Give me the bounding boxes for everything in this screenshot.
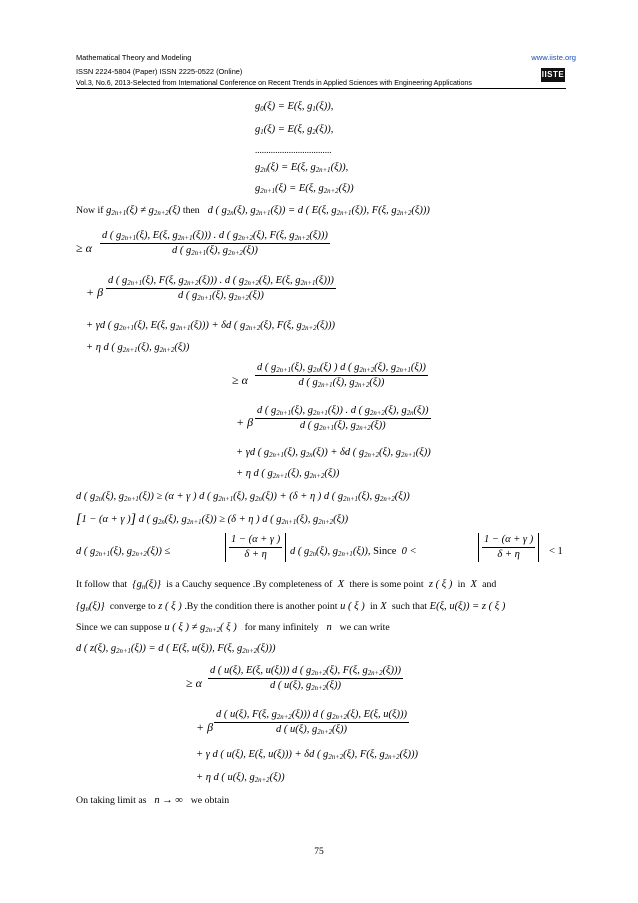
inequality-line-3-mid: d ( $g_{2n}(\xi)$, $g_{2n+1}(\xi)$), Since 0 <	[290, 546, 417, 558]
gamma-delta-line-2: + γd ( $g_{2n+1}(\xi)$, $g_{2n}(\xi)) + \delta d$ ( $g_{2n+2}(\xi)$, $g_{2n+1}(\xi)$)	[236, 447, 431, 459]
geq-alpha-3: ≥ α	[186, 676, 202, 690]
gamma-delta-line-3: + γ d ( u(ξ), E(ξ, u(ξ))) + δd ( $g_{2n+2}(\xi)$, F(ξ, $g_{2n+2}(\xi)$))	[196, 749, 419, 761]
equation-g2n1: $g_{2n+1}(\xi) = E(\xi$, $g_{2n+2}(\xi)$)	[255, 183, 354, 195]
issn-line: ISSN 2224-5804 (Paper) ISSN 2225-0522 (Online)	[76, 67, 243, 76]
less-than-one: < 1	[549, 546, 563, 557]
fraction-beta-1: d ( $g_{2n+1}(\xi)$, F(ξ, $g_{2n+2}(\xi)$)) . d ( $g_{2n+2}(\xi)$, E(ξ, $g_{2n+1}(\xi)$)) d ( $g_{2n+1}(\xi)$, $g_{2n+2}(\xi)$)	[108, 275, 334, 302]
plus-beta-2: + β	[236, 415, 254, 429]
now-if-text: Now if	[76, 205, 104, 216]
fraction-alpha-2: $\frac{d ( g_{2n+1}(\xi), g_{2n}(\xi) ) d ( g_{2n+2}(\xi), g_{2n+1}(\xi))}{d ( g_{2n+1}(\xi), g_{2n+2}(\xi))}$	[257, 362, 426, 389]
we-can-write-text: we can write	[339, 622, 390, 633]
fraction-alpha-3: $\frac{d ( u(\xi), E(\xi, u(\xi))) d ( g_{2n+2}(\xi), F(\xi, g_{2n+2}(\xi)))}{d ( u(\xi), g_{2n+2}(\xi))}$	[210, 665, 401, 692]
equation-dots: ..................................	[255, 145, 332, 155]
then-text: then	[182, 205, 200, 216]
volume-line: Vol.3, No.6, 2013-Selected from International Conference on Recent Trends in Applied Sciences with Engineering Applications	[76, 79, 472, 87]
now-if-line: Now if $g_{2n+1}(\xi) \ne g_{2n+2}(\xi)$ then d ( $g_{2n}(\xi)$, $g_{2n+1}(\xi)) = d$ ( E(ξ, $g_{2n+1}(\xi)$), F(ξ, $g_{2n+2}(\xi)$))	[76, 205, 430, 217]
limit-text: On taking limit as	[76, 795, 147, 806]
for-many-text: for many infinitely	[244, 622, 319, 633]
journal-url-link[interactable]: www.iiste.org	[531, 53, 576, 62]
header-rule	[76, 88, 566, 89]
eta-line-1: + η d ( $g_{2n+1}(\xi)$, $g_{2n+2}(\xi)$)	[86, 342, 190, 354]
in-text-2: in	[370, 601, 378, 612]
eta-line-2: + η d ( $g_{2n+1}(\xi)$, $g_{2n+2}(\xi)$)	[236, 468, 340, 480]
limit-line: On taking limit as n → ∞ we obtain	[76, 795, 230, 806]
plus-beta-3: + β	[196, 720, 214, 734]
equation-g1: $g_1(\xi) = E(\xi$, $g_2(\xi)$),	[255, 124, 334, 136]
in-text-1: in	[457, 579, 466, 590]
cauchy-text: is a Cauchy sequence .By completeness of	[166, 579, 333, 590]
ratio-fraction-1: $\frac{1 - (\alpha + \gamma )}{\delta + \eta}$	[225, 533, 286, 562]
converge-text: converge to	[109, 601, 156, 612]
fraction-beta-3: $\frac{d ( u(\xi), F(\xi, g_{2n+2}(\xi))) d ( g_{2n+2}(\xi), E(\xi, u(\xi)))}{d ( u(\xi), g_{2n+2}(\xi))}$	[216, 709, 407, 736]
and-text: and	[482, 579, 497, 590]
inequality-line-3-left: d ( $g_{2n+1}(\xi)$, $g_{2n+2}(\xi)$) ≤	[76, 546, 171, 558]
suppose-line: Since we can suppose u ( ξ ) ≠ $g_{2n+2}$( ξ ) for many infinitely n we can write	[76, 622, 390, 634]
gamma-delta-line-1: + γd ( $g_{2n+1}(\xi)$, E(ξ, $g_{2n+1}(\xi))) + \delta d$ ( $g_{2n+2}(\xi)$, F(ξ, $g_{2n+2}(\xi)$))	[86, 320, 336, 332]
fraction-beta-2: $\frac{d ( g_{2n+1}(\xi), g_{2n+1}(\xi)) . d ( g_{2n+2}(\xi), g_{2n}(\xi))}{d ( g_{2n+1}(\xi), g_{2n+2}(\xi))}$	[257, 405, 429, 432]
journal-title: Mathematical Theory and Modeling	[76, 53, 192, 62]
equation-g0: $g_0(\xi) = E(\xi$, $g_1(\xi)$),	[255, 101, 334, 113]
plus-beta-1: + β	[86, 285, 104, 299]
inequality-line-1: d ( $g_{2n}(\xi)$, $g_{2n+1}(\xi)) \ge (\alpha + \gamma$ ) d ( $g_{2n+1}(\xi)$, $g_{2n}(\xi)) + (\delta + \eta$ ) d ( $g_{2n+1}(\xi)$, $g_{2n+2}(\xi)$)	[76, 491, 410, 503]
since-suppose-text: Since we can suppose	[76, 622, 162, 633]
cauchy-paragraph-line-1: It follow that $\{g_n(\xi)\}$ is a Cauchy sequence .By completeness of X there is some point z ( ξ ) in X and	[76, 579, 497, 591]
page-number: 75	[314, 847, 324, 857]
obtain-text: we obtain	[190, 795, 230, 806]
cauchy-paragraph-line-2: $\{g_n(\xi)\}$ converge to z ( ξ ) .By the condition there is another point u ( ξ ) in X such that E(ξ, u(ξ)) = z ( ξ )	[76, 601, 506, 613]
follow-text: It follow that	[76, 579, 128, 590]
eta-line-3: + η d ( u(ξ), $g_{2n+2}(\xi)$)	[196, 772, 285, 784]
limit-equation-line: d ( z(ξ), $g_{2n+1}(\xi)) = d$ ( E(ξ, u(ξ)), F(ξ, $g_{2n+2}(\xi)$))	[76, 643, 276, 655]
equation-g2n: $g_{2n}(\xi) = E(\xi$, $g_{2n+1}(\xi)$),	[255, 162, 349, 174]
inequality-line-2: [1 − (α + γ )] d ( $g_{2n}(\xi)$, $g_{2n+1}(\xi)) \ge (\delta + \eta$ ) d ( $g_{2n+1}(\xi)$, $g_{2n+2}(\xi)$)	[76, 512, 349, 527]
geq-alpha-1: ≥ α	[76, 241, 92, 255]
fraction-alpha-1: d ( $g_{2n+1}(\xi)$, E(ξ, $g_{2n+1}(\xi)$)) . d ( $g_{2n+2}(\xi)$, F(ξ, $g_{2n+2}(\xi)$)) d ( $g_{2n+1}(\xi)$, $g_{2n+2}(\xi)$)	[102, 230, 328, 257]
geq-alpha-2: ≥ α	[232, 373, 248, 387]
iiste-logo: IISTE	[541, 68, 565, 82]
since-text: , Since	[367, 546, 397, 557]
ratio-fraction-2: $\frac{1 - (\alpha + \gamma )}{\delta + \eta}$	[478, 533, 539, 562]
by-condition-text: .By the condition there is another point	[184, 601, 338, 612]
there-text: there is some point	[349, 579, 424, 590]
such-that-text: such that	[391, 601, 428, 612]
